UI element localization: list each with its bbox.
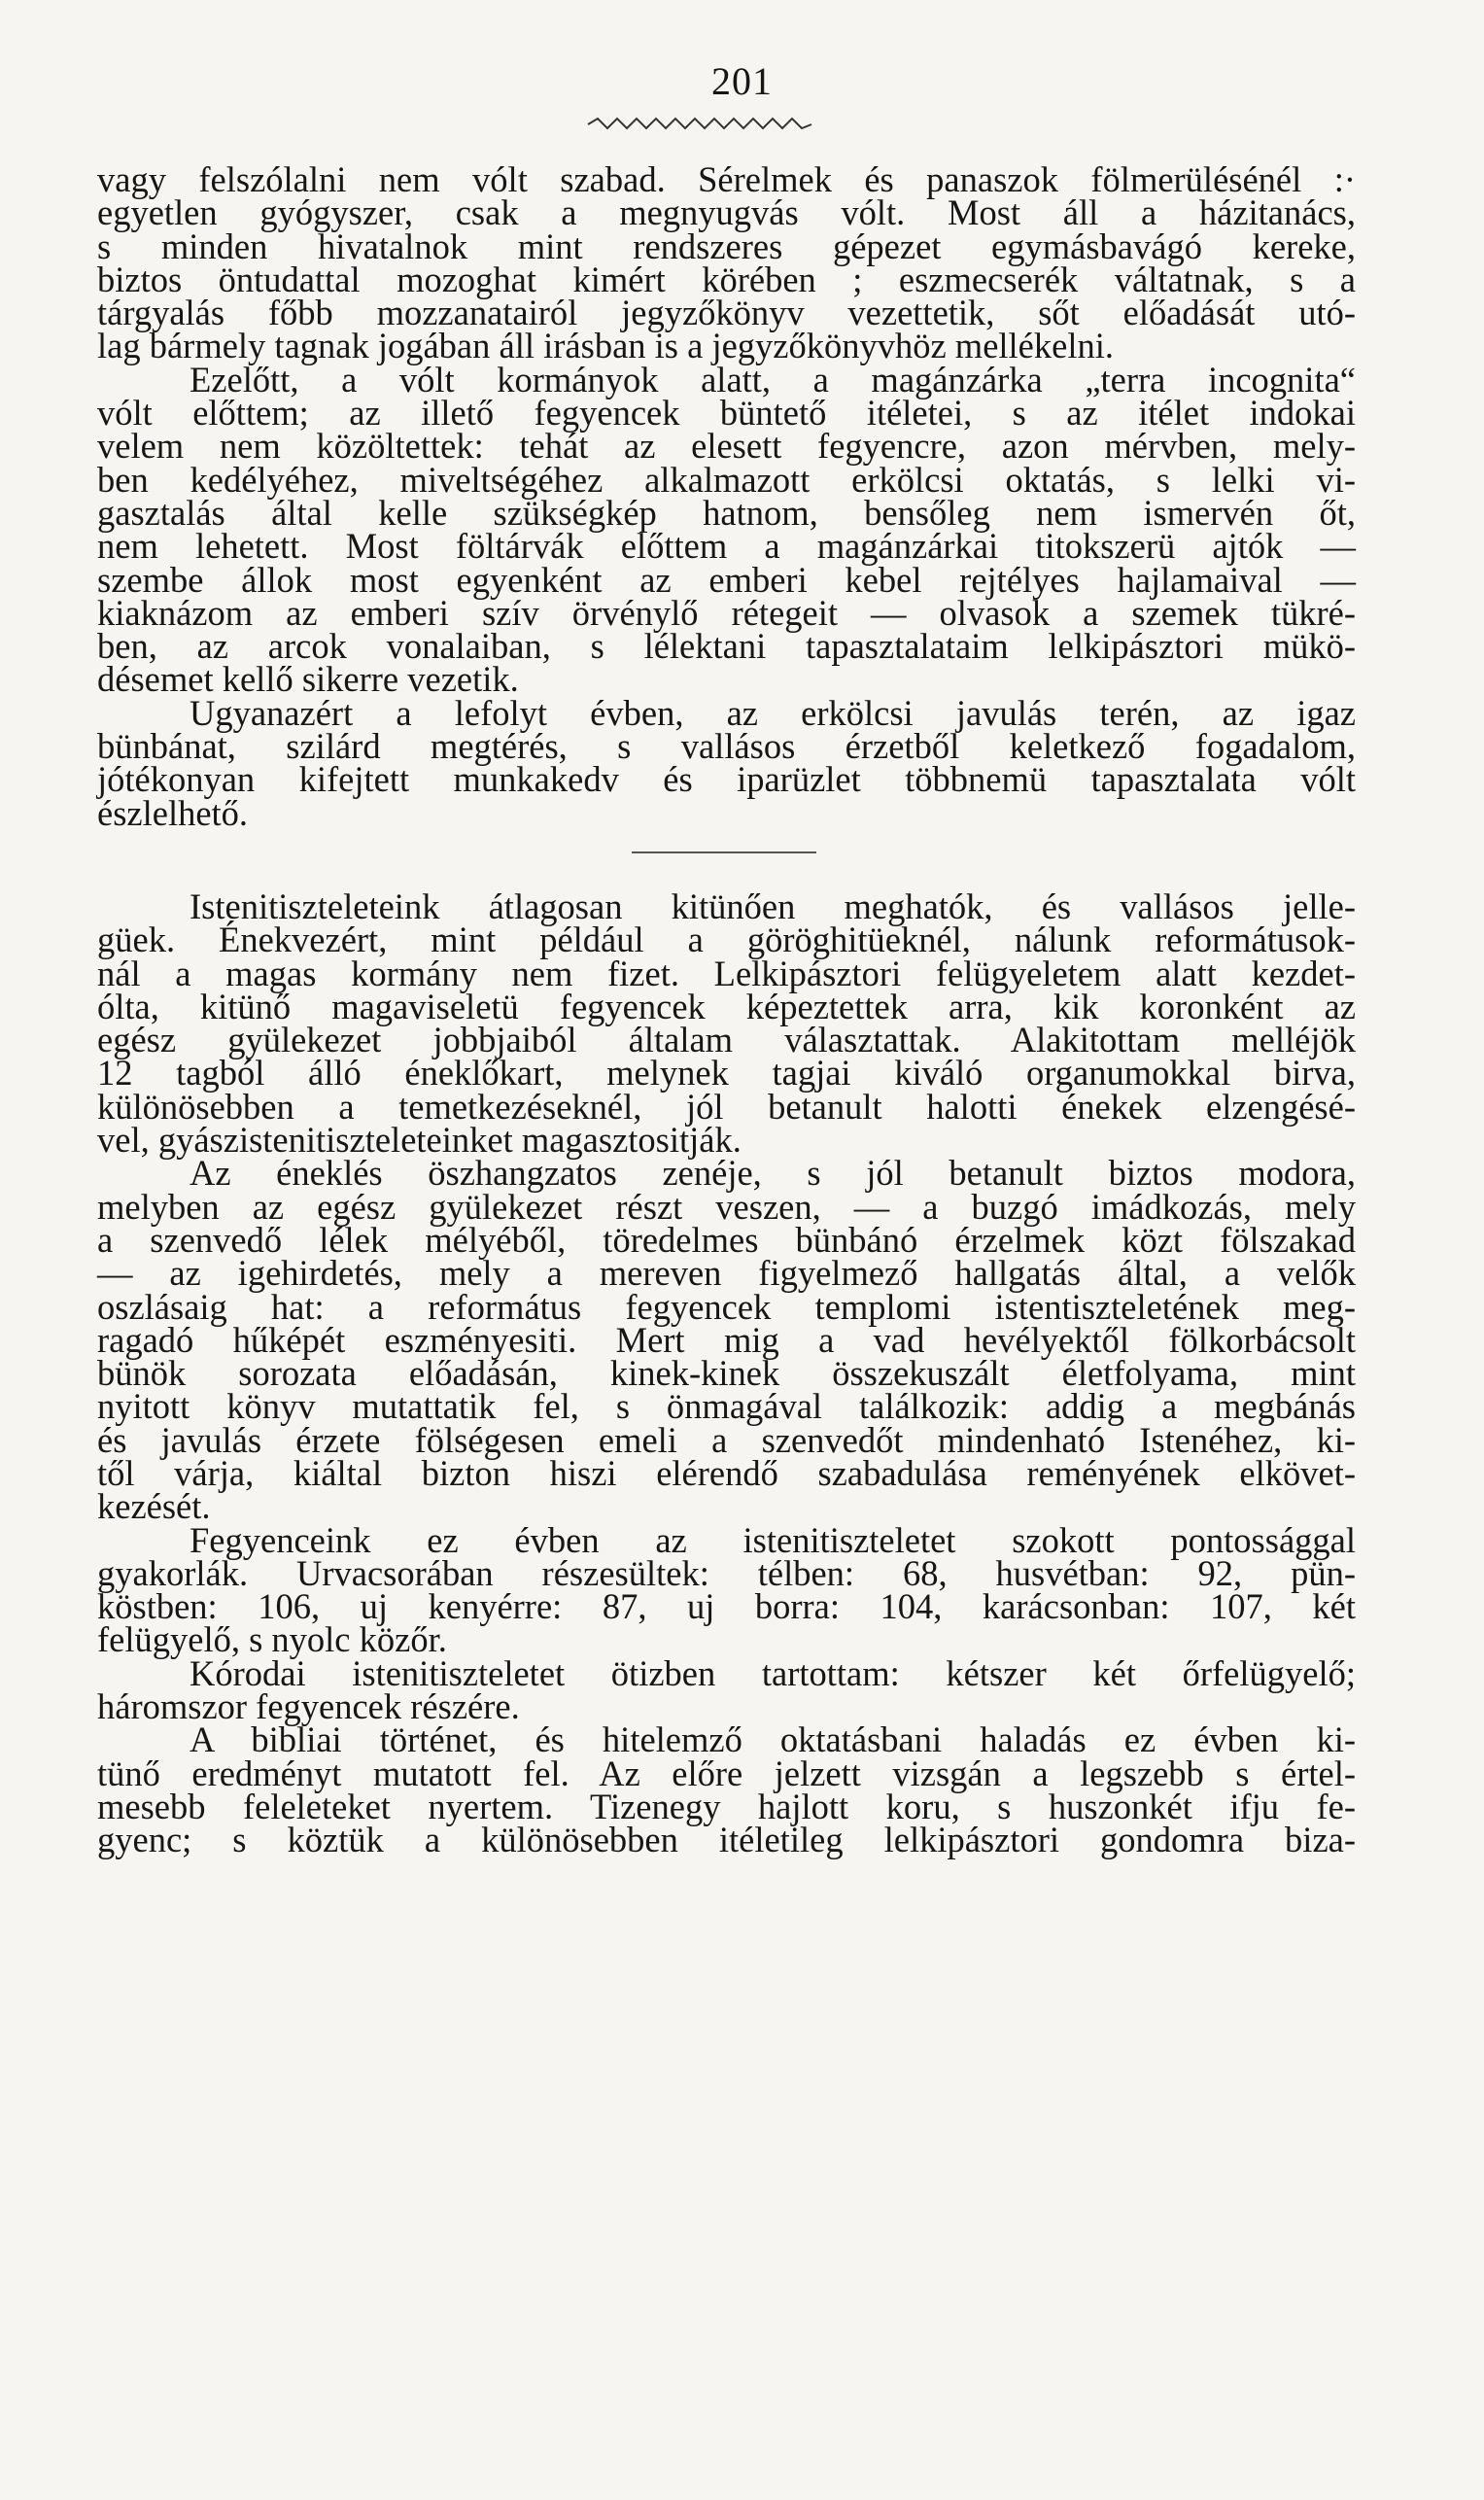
- text-line: szembe állok most egyenként az emberi kebel rejtélyes hajlamaival —: [97, 559, 1356, 600]
- text-line: től várja, kiáltal bizton hiszi elérendő szabadulása reményének elkövet-: [97, 1452, 1356, 1493]
- paragraph: [97, 159, 1356, 366]
- text-line: gasztalás által kelle szükségkép hatnom, bensőleg nem ismervén őt,: [97, 492, 1356, 533]
- paragraph: [97, 1519, 1356, 1660]
- text-line: ólta, kitünő magaviseletü fegyencek képeztettek arra, kik koronként az: [97, 986, 1356, 1026]
- text-line: nyitott könyv mutattatik fel, s önmagával találkozik: addig a megbánás: [97, 1386, 1356, 1427]
- divider-rule: [632, 851, 816, 853]
- paragraph: [97, 1652, 1356, 1727]
- text-line: bünök sorozata előadásán, kinek-kinek összekuszált életfolyama, mint: [97, 1353, 1356, 1394]
- text-line: melyben az egész gyülekezet részt veszen, — a buzgó imádkozás, mely: [97, 1186, 1356, 1227]
- paragraph: [97, 1153, 1356, 1527]
- text-line: ragadó hűképét eszményesiti. Mert mig a vad hevélyektől fölkorbácsolt: [97, 1319, 1356, 1360]
- paragraph: [97, 1719, 1356, 1860]
- text-line: nál a magas kormány nem fizet. Lelkipásztori felügyeletem alatt kezdet-: [97, 953, 1356, 993]
- paragraph: [97, 692, 1356, 833]
- text-line: désemet kellő sikerre vezetik.: [97, 659, 519, 700]
- text-line: Ezelőtt, a vólt kormányok alatt, a magánzárka „terra incognita“: [190, 359, 1356, 399]
- text-line: észlelhető.: [97, 792, 249, 833]
- text-line: háromszor fegyencek részére.: [97, 1686, 520, 1727]
- page-number: 201: [711, 59, 773, 103]
- text-line: egyetlen gyógyszer, csak a megnyugvás vólt. Most áll a házitanács,: [97, 192, 1356, 233]
- body-text: [97, 159, 1356, 1860]
- text-line: A bibliai történet, és hitelemző oktatásbani haladás ez évben ki-: [190, 1719, 1356, 1760]
- text-line: bünbánat, szilárd megtérés, s vallásos érzetből keletkező fogadalom,: [97, 726, 1356, 767]
- paragraph: [97, 359, 1356, 700]
- section-divider: [97, 830, 1356, 890]
- wavy-ornament: [583, 115, 816, 134]
- text-line: gyakorlák. Urvacsorában részesültek: télben: 68, husvétban: 92, pün-: [97, 1552, 1356, 1593]
- text-line: ben kedélyéhez, miveltségéhez alkalmazott erkölcsi oktatás, s lelki vi-: [97, 459, 1356, 500]
- text-line: Fegyenceink ez évben az istenitiszteletet szokott pontossággal: [190, 1519, 1356, 1560]
- text-line: tárgyalás főbb mozzanatairól jegyzőkönyv vezettetik, sőt előadását utó-: [97, 293, 1356, 333]
- text-line: güek. Énekvezért, mint például a göröghitüeknél, nálunk reformátusok-: [97, 920, 1356, 960]
- text-line: 12 tagból álló éneklőkart, melynek tagjai kiváló organumokkal birva,: [97, 1053, 1356, 1094]
- text-line: vel, gyászistenitiszteleteinket magasztositják.: [97, 1120, 742, 1161]
- text-line: mesebb feleleteket nyertem. Tizenegy hajlott koru, s huszonkét ifju fe-: [97, 1786, 1356, 1826]
- text-line: és javulás érzete fölségesen emeli a szenvedőt mindenható Istenéhez, ki-: [97, 1419, 1356, 1460]
- text-line: felügyelő, s nyolc közőr.: [97, 1619, 447, 1660]
- text-line: Istenitiszteleteink átlagosan kitünően meghatók, és vallásos jelle-: [190, 885, 1356, 926]
- text-line: Az éneklés öszhangzatos zenéje, s jól betanult biztos modora,: [190, 1153, 1356, 1194]
- text-line: oszlásaig hat: a református fegyencek templomi istentiszteletének meg-: [97, 1286, 1356, 1327]
- text-line: kiaknázom az emberi szív örvénylő rétegeit — olvasok a szemek tükré-: [97, 592, 1356, 633]
- text-line: tünő eredményt mutatott fel. Az előre jelzett vizsgán a legszebb s értel-: [97, 1753, 1356, 1793]
- text-line: vagy felszólalni nem vólt szabad. Sérelmek és panaszok fölmerülésénél :·: [97, 159, 1356, 199]
- text-line: vólt előttem; az illető fegyencek büntető itéletei, s az itélet indokai: [97, 393, 1356, 434]
- text-line: biztos öntudattal mozoghat kimért körében ; eszmecserék váltatnak, s a: [97, 259, 1356, 299]
- text-line: kezését.: [97, 1486, 211, 1527]
- text-line: Ugyanazért a lefolyt évben, az erkölcsi javulás terén, az igaz: [190, 692, 1356, 733]
- text-line: — az igehirdetés, mely a mereven figyelmező hallgatás által, a velők: [97, 1253, 1356, 1294]
- text-line: a szenvedő lélek mélyéből, töredelmes bünbánó érzelmek közt fölszakad: [97, 1219, 1356, 1260]
- text-line: ben, az arcok vonalaiban, s lélektani tapasztalataim lelkipásztori mükö-: [97, 626, 1356, 667]
- text-line: nem lehetett. Most föltárvák előttem a magánzárkai titokszerü ajtók —: [97, 526, 1356, 567]
- text-line: különösebben a temetkezéseknél, jól betanult halotti énekek elzengésé-: [97, 1086, 1356, 1127]
- text-line: s minden hivatalnok mint rendszeres gépezet egymásbavágó kereke,: [97, 226, 1356, 266]
- text-line: gyenc; s köztük a különösebben itéletileg lelkipásztori gondomra biza-: [97, 1820, 1356, 1860]
- text-line: köstben: 106, uj kenyérre: 87, uj borra: 104, karácsonban: 107, két: [97, 1586, 1356, 1627]
- text-line: jótékonyan kifejtett munkakedv és iparüzlet többnemü tapasztalata vólt: [97, 759, 1356, 800]
- text-line: velem nem közöltettek: tehát az elesett fegyencre, azon mérvben, mely-: [97, 426, 1356, 467]
- paragraph: [97, 885, 1356, 1161]
- text-line: egész gyülekezet jobbjaiból általam választattak. Alakitottam melléjök: [97, 1020, 1356, 1060]
- text-line: lag bármely tagnak jogában áll irásban is a jegyzőkönyvhöz mellékelni.: [97, 326, 1114, 366]
- text-line: Kórodai istenitiszteletet ötizben tartottam: kétszer két őrfelügyelő;: [190, 1652, 1356, 1693]
